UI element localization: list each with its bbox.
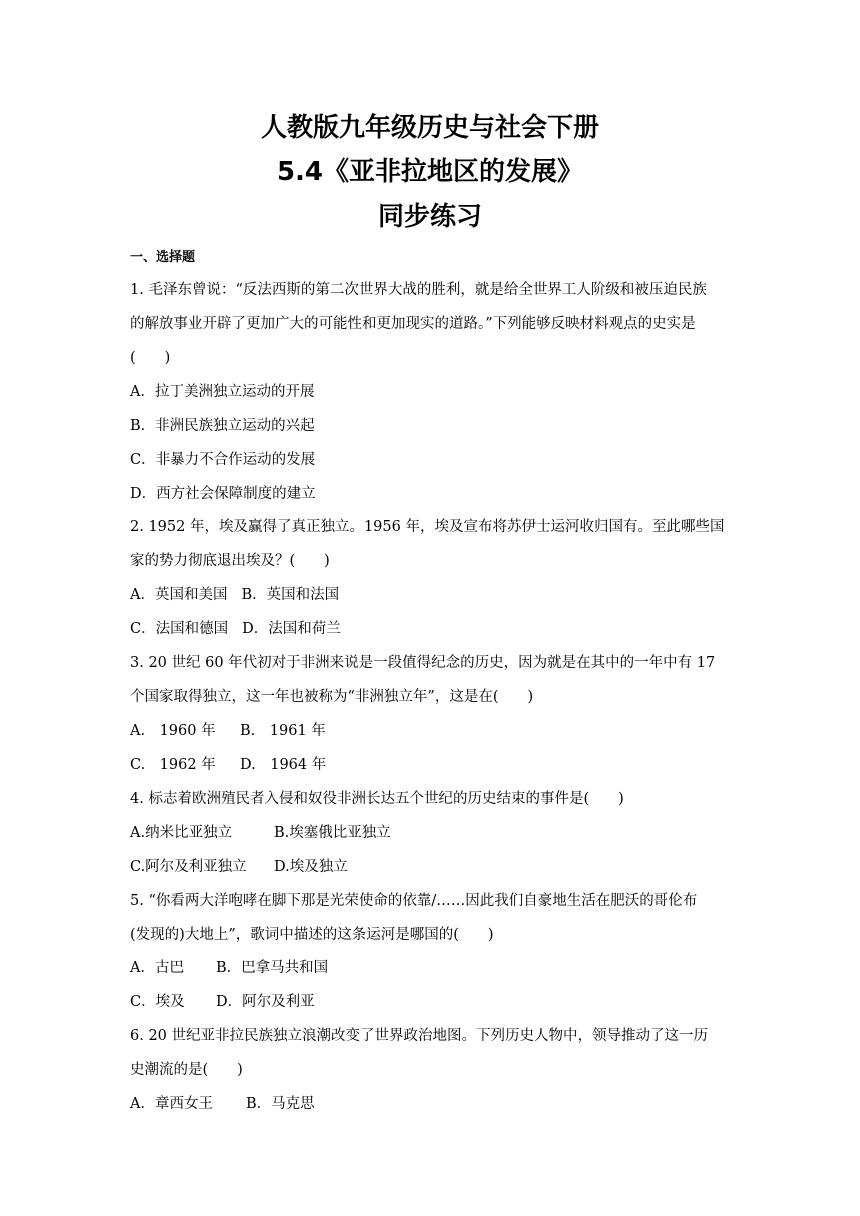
question-4-line-1: 4. 标志着欧洲殖民者入侵和奴役非洲长达五个世纪的历史结束的事件是( ) <box>130 791 624 807</box>
question-2-options-cd <box>130 619 341 639</box>
question-1-option-d: D．西方社会保障制度的建立 <box>130 486 316 502</box>
question-2-option-d: D．法国和荷兰 <box>242 621 341 637</box>
question-4-option-a: A.纳米比亚独立 <box>130 825 233 841</box>
question-6-option-a: A．章西女王 <box>130 1096 213 1112</box>
question-3-line-1: 3. 20 世纪 60 年代初对于非洲来说是一段值得纪念的历史，因为就是在其中的一年中有 17 <box>130 655 716 671</box>
question-5-line-2: (发现的)大地上”，歌词中描述的这条运河是哪国的( ) <box>130 927 494 943</box>
question-2-option-c: C．法国和德国 <box>130 621 229 637</box>
question-3-option-a: A. 1960 年 <box>130 723 216 739</box>
question-6-line-1: 6. 20 世纪亚非拉民族独立浪潮改变了世界政治地图。下列历史人物中，领导推动了这一历 <box>130 1028 708 1044</box>
question-5-option-b: B．巴拿马共和国 <box>216 960 329 976</box>
question-3-option-b: B. 1961 年 <box>240 723 326 739</box>
question-4-option-d: D.埃及独立 <box>274 859 348 875</box>
question-6-option-b: B．马克思 <box>246 1096 315 1112</box>
question-2-options-ab <box>130 585 339 605</box>
question-1-option-c: C．非暴力不合作运动的发展 <box>130 452 316 468</box>
question-1-option-b: B．非洲民族独立运动的兴起 <box>130 418 315 434</box>
question-5-option-d: D．阿尔及利亚 <box>216 994 315 1010</box>
document-title: 人教版九年级历史与社会下册 <box>260 113 599 143</box>
section-heading: 一、选择题 <box>130 250 196 265</box>
question-3-line-2: 个国家取得独立，这一年也被称为“非洲独立年”，这是在( ) <box>130 689 534 705</box>
question-5-option-a: A．古巴 <box>130 960 184 976</box>
question-1-line-2: 的解放事业开辟了更加广大的可能性和更加现实的道路。”下列能够反映材料观点的史实是 <box>130 316 696 332</box>
question-1-line-1: 1. 毛泽东曾说：“反法西斯的第二次世界大战的胜利，就是给全世界工人阶级和被压迫民族 <box>130 282 707 298</box>
question-4-option-b: B.埃塞俄比亚独立 <box>274 825 391 841</box>
subtitle: 同步练习 <box>377 202 482 232</box>
question-3-option-d: D. 1964 年 <box>240 757 327 773</box>
question-2-option-a: A．英国和美国 <box>130 587 228 603</box>
question-5-line-1: 5. “你看两大洋咆哮在脚下那是光荣使命的依靠/……因此我们自豪地生活在肥沃的哥伦布 <box>130 893 698 909</box>
question-3-option-c: C. 1962 年 <box>130 757 216 773</box>
question-1-line-3: ( ) <box>130 350 171 366</box>
question-2-line-1: 2. 1952 年，埃及赢得了真正独立。1956 年，埃及宣布将苏伊士运河收归国有。至此哪些国 <box>130 519 725 535</box>
question-2-line-2: 家的势力彻底退出埃及？( ) <box>130 553 330 569</box>
question-6-line-2: 史潮流的是( ) <box>130 1062 243 1078</box>
question-4-option-c: C.阿尔及利亚独立 <box>130 859 247 875</box>
lesson-title: 5.4《亚非拉地区的发展》 <box>276 157 584 187</box>
question-2-option-b: B．英国和法国 <box>241 587 340 603</box>
question-5-option-c: C．埃及 <box>130 994 185 1010</box>
question-1-option-a: A．拉丁美洲独立运动的开展 <box>130 384 315 400</box>
